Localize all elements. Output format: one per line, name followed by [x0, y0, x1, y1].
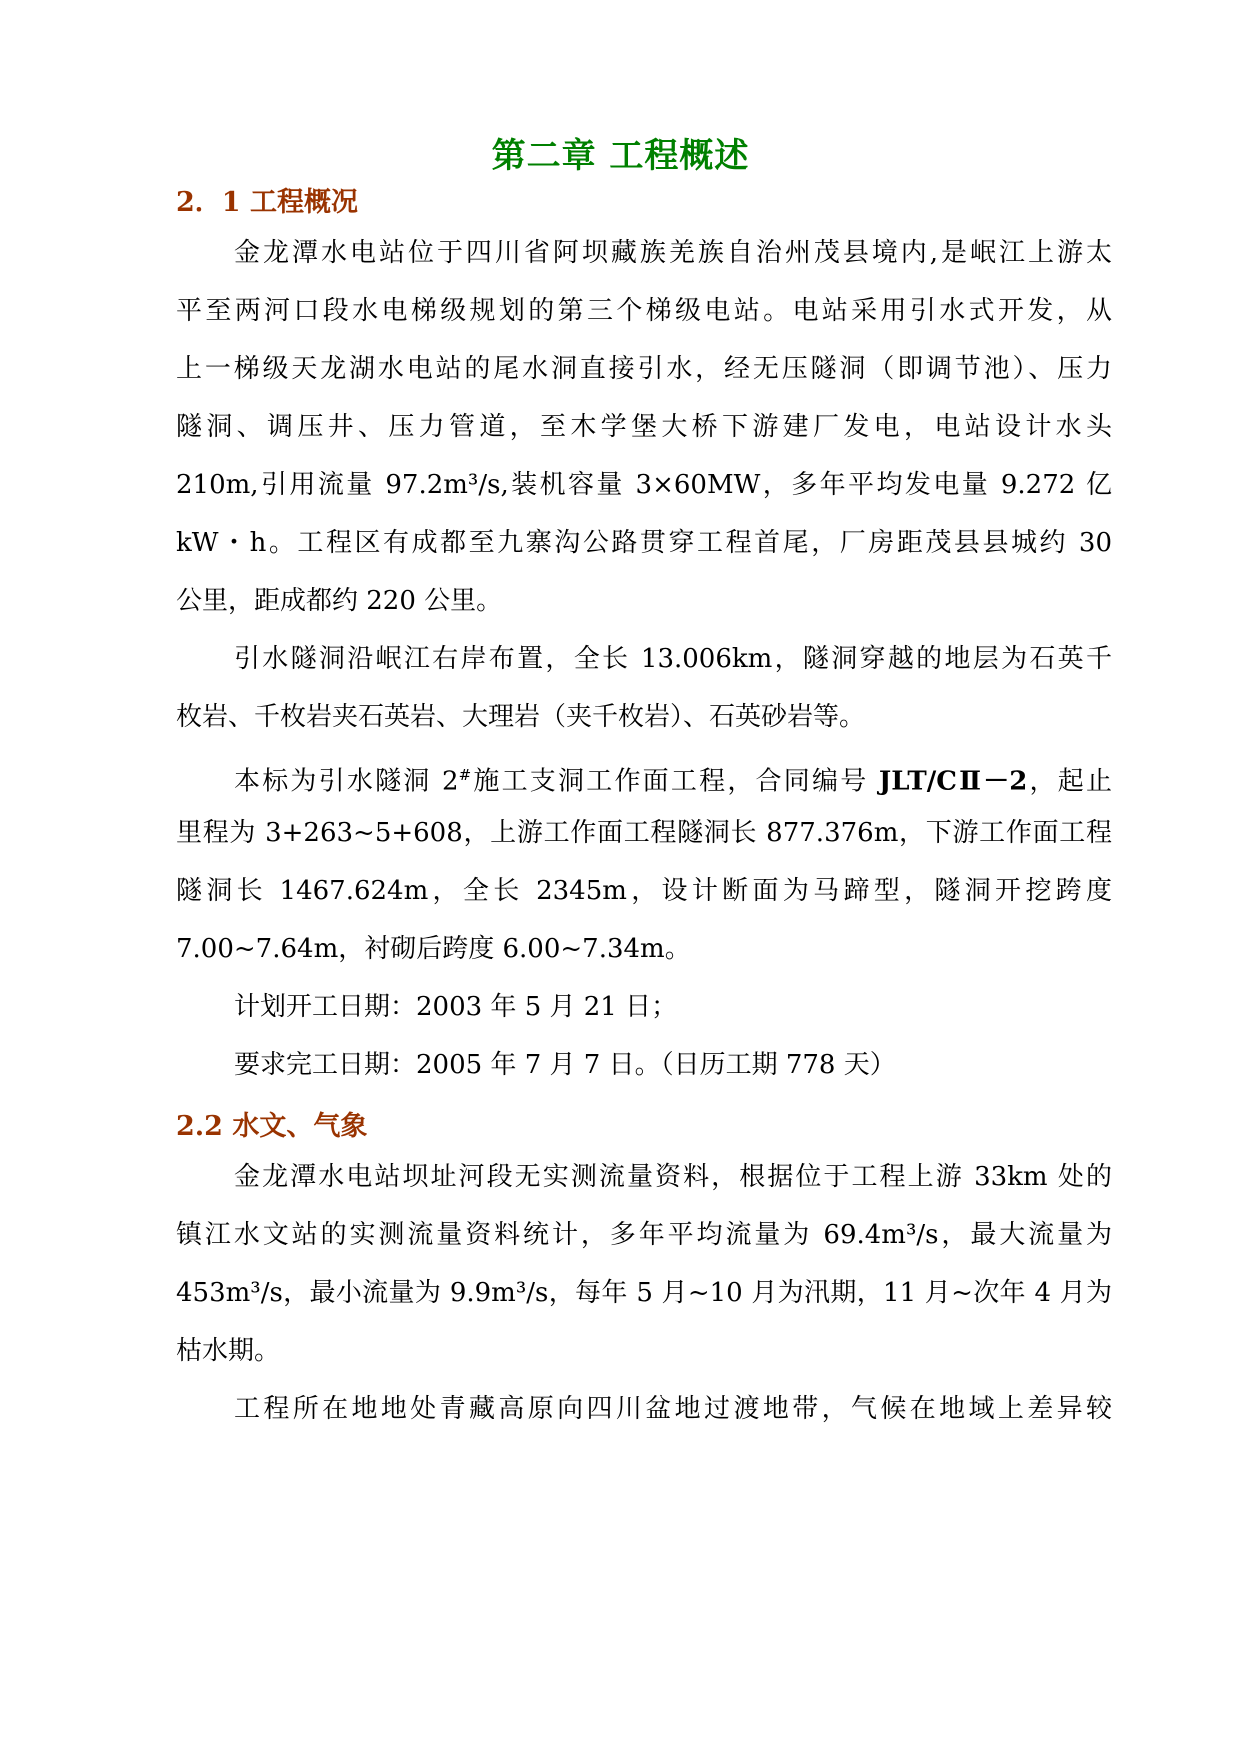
paragraph-line: 里程为 3+263~5+608，上游工作面工程隧洞长 877.376m，下游工作面工程 — [176, 818, 1112, 848]
paragraph-line: 枯水期。 — [176, 1336, 281, 1366]
paragraph-line: 上一梯级天龙湖水电站的尾水洞直接引水，经无压隧洞（即调节池）、压力 — [176, 354, 1112, 384]
paragraph-line: 210m,引用流量 97.2m³/s,装机容量 3×60MW，多年平均发电量 9.272 亿 — [176, 470, 1112, 500]
paragraph-line: 镇江水文站的实测流量资料统计，多年平均流量为 69.4m³/s，最大流量为 — [176, 1220, 1112, 1250]
paragraph-line: 7.00~7.64m，衬砌后跨度 6.00~7.34m。 — [176, 934, 691, 964]
paragraph-line: 公里，距成都约 220 公里。 — [176, 586, 503, 616]
paragraph-line: 453m³/s，最小流量为 9.9m³/s，每年 5 月~10 月为汛期，11 月~次年 4 月为 — [176, 1278, 1112, 1308]
paragraph-line: 引水隧洞沿岷江右岸布置，全长 13.006km，隧洞穿越的地层为石英千 — [234, 644, 1112, 674]
chapter-title: 第二章 工程概述 — [491, 136, 750, 176]
paragraph-line: 枚岩、千枚岩夹石英岩、大理岩（夹千枚岩）、石英砂岩等。 — [176, 702, 866, 732]
paragraph-line: 金龙潭水电站位于四川省阿坝藏族羌族自治州茂县境内,是岷江上游太 — [234, 238, 1112, 268]
paragraph-line: 金龙潭水电站坝址河段无实测流量资料，根据位于工程上游 33km 处的 — [234, 1162, 1112, 1192]
section-heading-2-1: 2．1 工程概况 — [176, 187, 358, 218]
paragraph-line: 工程所在地地处青藏高原向四川盆地过渡地带，气候在地域上差异较 — [234, 1394, 1112, 1424]
paragraph-line: 隧洞、调压井、压力管道，至木学堡大桥下游建厂发电，电站设计水头 — [176, 412, 1112, 442]
text-span: 施工支洞工作面工程，合同编号 — [471, 766, 879, 797]
paragraph-line: 平至两河口段水电梯级规划的第三个梯级电站。电站采用引水式开发，从 — [176, 296, 1112, 326]
paragraph-line: kW・h。工程区有成都至九寨沟公路贯穿工程首尾，厂房距茂县县城约 30 — [176, 528, 1112, 558]
completion-date-line: 要求完工日期：2005 年 7 月 7 日。（日历工期 778 天） — [234, 1050, 896, 1080]
text-span: ，起止 — [1027, 766, 1112, 797]
text-span: 本标为引水隧洞 2 — [234, 766, 459, 797]
superscript: # — [458, 766, 472, 784]
start-date-line: 计划开工日期：2003 年 5 月 21 日； — [234, 992, 678, 1022]
paragraph-line-contract — [234, 758, 1112, 799]
contract-number: JLT/CⅡ－2 — [878, 766, 1028, 797]
paragraph-line: 隧洞长 1467.624m，全长 2345m，设计断面为马蹄型，隧洞开挖跨度 — [176, 876, 1112, 906]
section-heading-2-2: 2.2 水文、气象 — [176, 1111, 368, 1142]
